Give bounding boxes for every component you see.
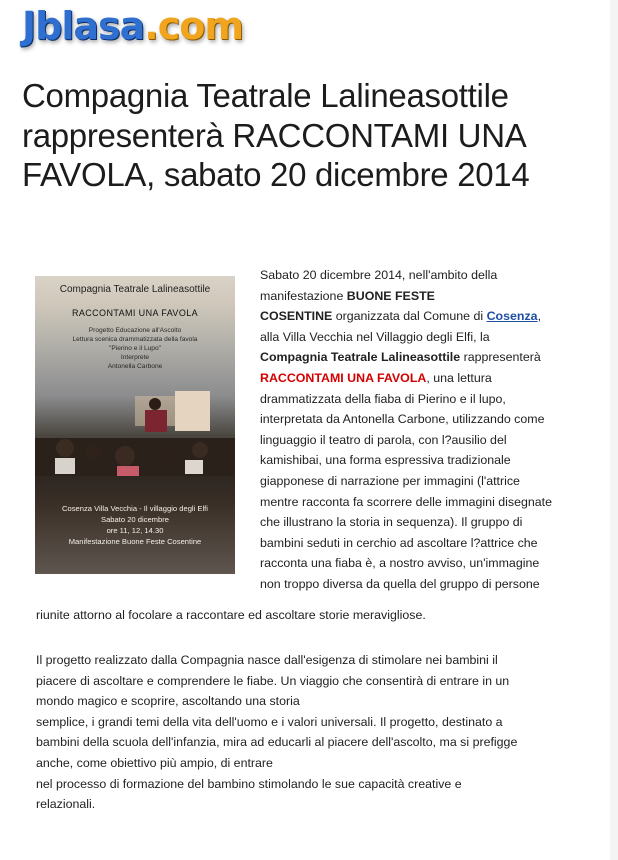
text-line: riunite attorno al focolare a raccontare ed ascoltare storie meravigliose. xyxy=(36,608,426,622)
cosenza-link[interactable]: Cosenza xyxy=(486,309,538,324)
text-line xyxy=(260,306,585,327)
poster-line: "Pierino e il Lupo" xyxy=(109,345,161,352)
text-span: organizzata dal Comune di xyxy=(332,309,487,324)
text-line: bambini della scuola dell'infanzia, mira ad educarli al piacere dell'ascolto, ma si prefigge xyxy=(36,735,518,750)
text-line: racconta una fiaba è, a nostro avviso, un'immagine xyxy=(260,556,540,571)
poster-line: Progetto Educazione all'Ascolto xyxy=(88,327,182,334)
text-span: manifestazione xyxy=(260,288,347,303)
text-line: Sabato 20 dicembre 2014, nell'ambito della xyxy=(260,268,498,282)
company-name: Compagnia Teatrale Lalineasottile xyxy=(260,350,461,365)
text-line: linguaggio il teatro di parola, con l?ausilio del xyxy=(260,432,507,447)
text-line xyxy=(260,286,585,307)
text-span: rappresenterà xyxy=(460,350,541,365)
poster-footer-line: ore 11, 12, 14.30 xyxy=(106,526,164,535)
article-paragraph-1-end xyxy=(36,605,426,626)
text-span: , una lettura xyxy=(426,370,492,385)
event-name: BUONE FESTE xyxy=(346,288,435,303)
text-line xyxy=(260,368,585,389)
text-line: piacere di ascoltare e comprendere le fiabe. Un viaggio che consentirà di entrare in un xyxy=(36,673,510,688)
poster-line: Lettura scenica drammatizzata della favola xyxy=(72,336,198,343)
text-line: drammatizzata della fiaba di Pierino e il lupo, xyxy=(260,391,506,406)
show-title: RACCONTAMI UNA FAVOLA xyxy=(260,370,427,385)
poster-line: Interprete xyxy=(120,354,150,361)
poster-footer-line: Sabato 20 dicembre xyxy=(101,515,169,524)
text-line: che illustrano la storia in sequenza). Il gruppo di xyxy=(260,515,523,530)
text-line: relazionali. xyxy=(36,797,96,812)
poster-stage-illustration xyxy=(35,386,235,476)
text-line: alla Villa Vecchia nel Villaggio degli Elfi, la xyxy=(260,329,490,344)
poster-footer-line: Manifestazione Buone Feste Cosentine xyxy=(68,537,202,546)
text-line: bambini seduti in cerchio ad ascoltare l?attrice che xyxy=(260,535,538,550)
event-name: COSENTINE xyxy=(260,309,333,324)
article-paragraph-1 xyxy=(260,265,585,595)
poster-footer-line: Cosenza Villa Vecchia - Il villaggio degli Elfi xyxy=(62,504,208,513)
logo-tld: .com xyxy=(144,4,243,48)
poster-header: Compagnia Teatrale Lalineasottile xyxy=(59,284,211,295)
text-line xyxy=(260,347,585,368)
text-line: nel processo di formazione del bambino stimolando le sue capacità creative e xyxy=(36,776,462,791)
text-line: Il progetto realizzato dalla Compagnia nasce dall'esigenza di stimolare nei bambini il xyxy=(36,653,498,667)
text-span: , xyxy=(537,309,542,324)
site-logo[interactable] xyxy=(22,2,243,50)
text-line: non troppo diversa da quella del gruppo di persone xyxy=(260,576,540,591)
poster-title: RACCONTAMI UNA FAVOLA xyxy=(71,308,199,318)
text-line: mentre racconta fa scorrere delle immagini disegnate xyxy=(260,494,553,509)
article-paragraph-2 xyxy=(36,650,596,815)
article-headline: Compagnia Teatrale Lalineasottile rappresenterà RACCONTAMI UNA FAVOLA, sabato 20 dicembre 2014 xyxy=(22,77,530,193)
text-line: giapponese di narrazione per immagini (l'attrice xyxy=(260,473,520,488)
logo-brand: Jblasa xyxy=(22,4,145,48)
text-line: interpretata da Antonella Carbone, utilizzando come xyxy=(260,412,545,427)
text-line: anche, come obiettivo più ampio, di entrare xyxy=(36,755,273,770)
text-line: semplice, i grandi temi della vita dell'uomo e i valori universali. Il progetto, destinato a xyxy=(36,714,503,729)
poster-details xyxy=(35,326,235,371)
poster-line: Antonella Carbone xyxy=(107,363,163,370)
poster-image xyxy=(35,276,235,574)
poster-footer xyxy=(35,503,235,547)
text-line: mondo magico e scoprire, ascoltando una storia xyxy=(36,694,300,709)
text-line: kamishibai, una forma espressiva tradizionale xyxy=(260,453,511,468)
